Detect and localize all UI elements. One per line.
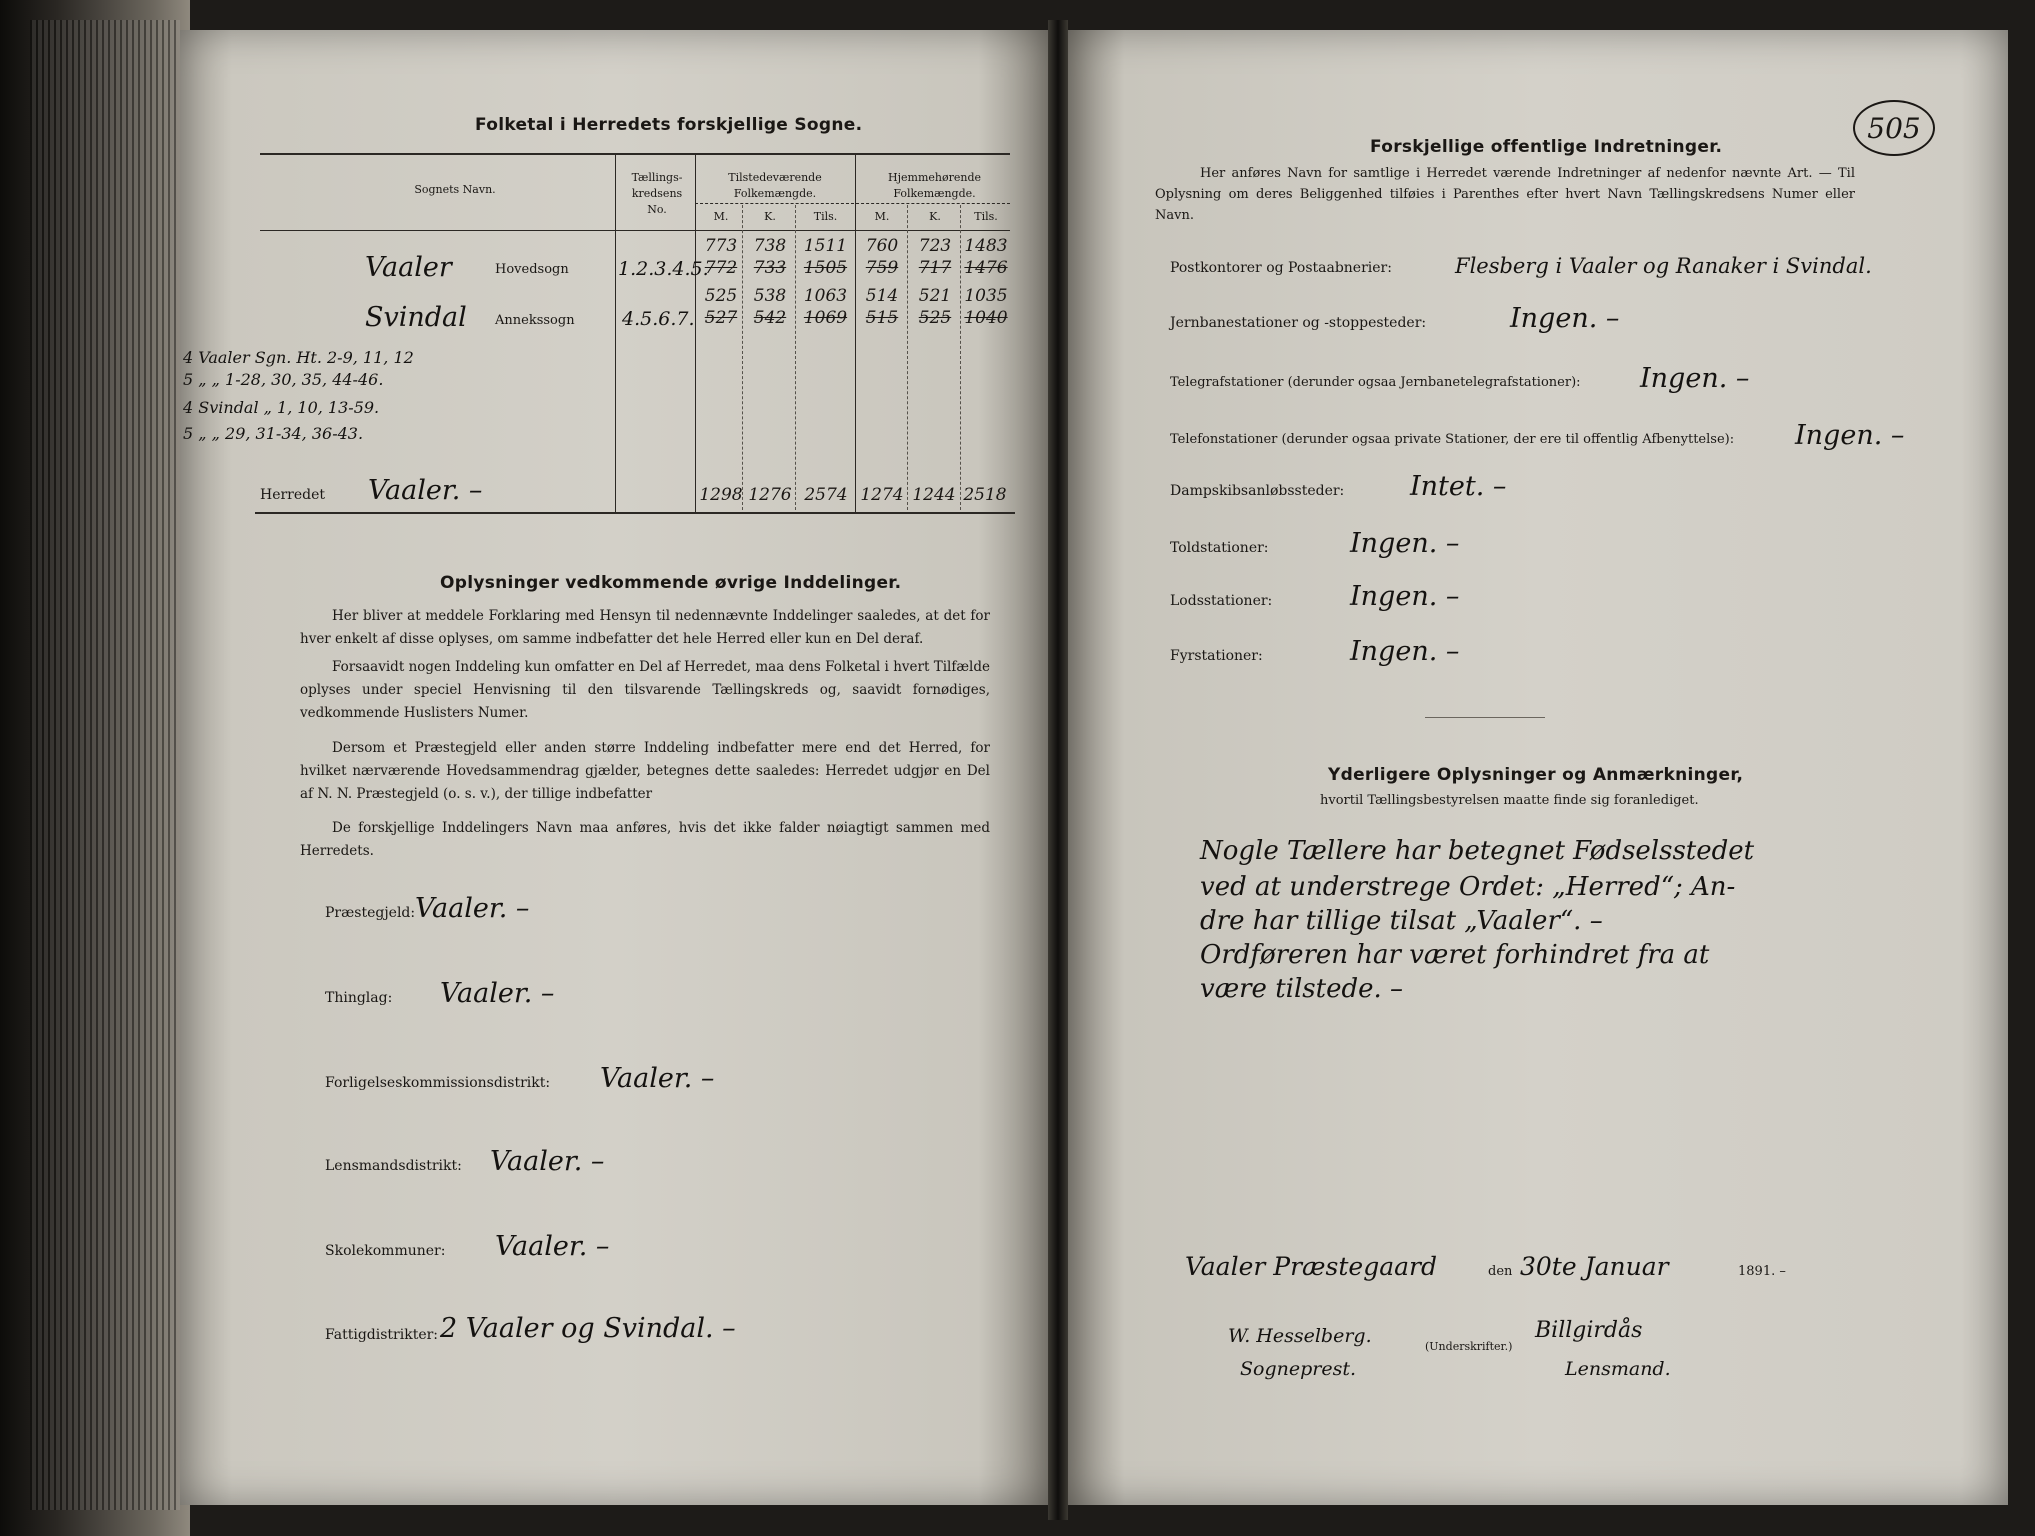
header-m: M. xyxy=(713,210,729,223)
table-note: 5 „ „ 29, 31-34, 36-43. xyxy=(183,424,364,443)
paragraph: De forskjellige Inddelingers Navn maa anføres, hvis det ikke falder nøiagtigt sammen med Herredets. xyxy=(300,820,990,859)
row-kreds: 1.2.3.4.5. xyxy=(618,258,709,280)
subdivisions-title: Oplysninger vedkommende øvrige Inddelinger. xyxy=(440,573,902,593)
table-vline xyxy=(907,205,908,510)
cell-value-struck: 1505 xyxy=(803,258,848,278)
field-value: Ingen. – xyxy=(1350,636,1460,667)
remarks-title: Yderligere Oplysninger og Anmærkninger, xyxy=(1328,765,1744,785)
cell-value-struck: 772 xyxy=(704,258,738,278)
cell-value: 1035 xyxy=(964,286,1008,306)
row-sogn-type: Annekssogn xyxy=(495,313,575,328)
table-note: 5 „ „ 1-28, 30, 35, 44-46. xyxy=(183,370,384,389)
cell-value-struck: 759 xyxy=(865,258,899,278)
cell-value-struck: 542 xyxy=(753,308,787,328)
table-header-rule xyxy=(260,230,1010,231)
header-hjemme: Hjemmehørende Folkemængde. xyxy=(888,171,981,200)
row-kreds: 4.5.6.7. xyxy=(622,308,695,330)
header-tilstede: Tilstedeværende Folkemængde. xyxy=(728,171,822,200)
date: 30te Januar xyxy=(1520,1252,1669,1281)
signature-2-title: Lensmand. xyxy=(1565,1358,1671,1380)
total-value: 1276 xyxy=(748,485,792,505)
header-k: K. xyxy=(764,210,776,223)
cell-value-struck: 527 xyxy=(704,308,738,328)
institutions-title: Forskjellige offentlige Indretninger. xyxy=(1370,137,1723,157)
field-label: Fyrstationer: xyxy=(1170,648,1263,664)
book-spine xyxy=(0,0,190,1536)
book-gutter xyxy=(1048,20,1068,1520)
header-tils: Tils. xyxy=(813,210,838,223)
year: 1891. – xyxy=(1738,1264,1786,1279)
date-den: den xyxy=(1488,1264,1513,1279)
field-value: Ingen. – xyxy=(1350,528,1460,559)
cell-value-struck: 1069 xyxy=(803,308,848,328)
field-label: Postkontorer og Postaabnerier: xyxy=(1170,260,1392,276)
table-vline xyxy=(742,205,743,510)
cell-value-struck: 515 xyxy=(865,308,899,328)
header-tils: Tils. xyxy=(974,210,998,223)
remark-line: ved at understrege Ordet: „Herred“; An- xyxy=(1200,872,1736,902)
signature-1-title: Sogneprest. xyxy=(1240,1358,1357,1380)
remark-line: Nogle Tællere har betegnet Fødselsstedet xyxy=(1200,836,1755,866)
field-value: 2 Vaaler og Svindal. – xyxy=(440,1313,736,1344)
header-k: K. xyxy=(929,210,941,223)
row-sogn-name: Svindal xyxy=(365,302,467,333)
cell-value-struck: 525 xyxy=(918,308,952,328)
cell-value: 538 xyxy=(753,286,787,306)
field-label: Lodsstationer: xyxy=(1170,593,1273,609)
table-bottom-rule xyxy=(255,512,1015,514)
table-vline xyxy=(615,153,616,513)
remark-line: være tilstede. – xyxy=(1200,974,1404,1004)
field-label: Telegrafstationer (derunder ogsaa Jernbanetelegrafstationer): xyxy=(1170,375,1581,390)
cell-value: 723 xyxy=(918,236,952,256)
total-value: 2518 xyxy=(963,485,1007,505)
paragraph: Dersom et Præstegjeld eller anden større Inddeling indbefatter mere end det Herred, for hvilket nærværende Hovedsammendrag gjælder, betegnes dette saaledes: Herredet udgjør en Del af N. N. Præstegjeld (o. s. v.), der tillige indbefatter xyxy=(300,740,990,802)
field-value: Ingen. – xyxy=(1640,363,1750,394)
field-label: Jernbanestationer og -stoppesteder: xyxy=(1170,315,1427,331)
remark-line: Ordføreren har været forhindret fra at xyxy=(1200,940,1710,970)
signature-1-name: W. Hesselberg. xyxy=(1228,1325,1372,1347)
field-value: Vaaler. – xyxy=(490,1146,605,1177)
row-sogn-name: Vaaler xyxy=(365,252,452,283)
field-value: Flesberg i Vaaler og Ranaker i Svindal. xyxy=(1455,254,1872,278)
total-value: 1274 xyxy=(860,485,904,505)
cell-value: 1511 xyxy=(803,236,848,256)
table-vline xyxy=(795,205,796,510)
field-value: Vaaler. – xyxy=(415,893,530,924)
field-value: Intet. – xyxy=(1410,471,1507,502)
table-vline xyxy=(960,205,961,510)
place: Vaaler Præstegaard xyxy=(1185,1252,1437,1281)
field-label: Toldstationer: xyxy=(1170,540,1269,556)
total-value: 1298 xyxy=(699,485,743,505)
field-label: Forligelseskommissionsdistrikt: xyxy=(325,1075,551,1091)
field-label: Thinglag: xyxy=(325,990,393,1006)
field-label: Telefonstationer (derunder ogsaa private Stationer, der ere til offentlig Afbenyttelse): xyxy=(1170,432,1735,447)
total-label: Herredet xyxy=(260,487,326,503)
table-note: 4 Vaaler Sgn. Ht. 2-9, 11, 12 xyxy=(183,348,414,367)
divider xyxy=(1425,717,1545,718)
field-label: Præstegjeld: xyxy=(325,905,416,921)
population-table-title: Folketal i Herredets forskjellige Sogne. xyxy=(475,115,863,135)
header-kreds: Tællings-kredsens No. xyxy=(631,171,683,216)
page-edges xyxy=(30,20,180,1510)
field-value: Ingen. – xyxy=(1795,420,1905,451)
cell-value: 738 xyxy=(753,236,787,256)
table-vline xyxy=(695,153,696,513)
cell-value: 1063 xyxy=(803,286,848,306)
field-value: Vaaler. – xyxy=(600,1063,715,1094)
total-name: Vaaler. – xyxy=(368,475,483,506)
page-number-stamp: 505 xyxy=(1853,100,1935,156)
cell-value-struck: 1040 xyxy=(964,308,1008,328)
cell-value: 525 xyxy=(704,286,738,306)
remarks-subtitle: hvortil Tællingsbestyrelsen maatte finde sig foranlediget. xyxy=(1320,793,1699,808)
cell-value: 521 xyxy=(918,286,952,306)
paragraph: Forsaavidt nogen Inddeling kun omfatter en Del af Herredet, maa dens Folketal i hvert Tilfælde oplyses under speciel Henvisning til den tilsvarende Tællingskreds og, saavidt fornødiges, vedkommende Huslisters Numer. xyxy=(300,659,990,721)
cell-value-struck: 733 xyxy=(753,258,787,278)
row-sogn-type: Hovedsogn xyxy=(495,262,569,277)
cell-value: 1483 xyxy=(964,236,1008,256)
cell-value: 514 xyxy=(865,286,899,306)
field-value: Ingen. – xyxy=(1350,581,1460,612)
header-sogn: Sognets Navn. xyxy=(414,183,496,196)
cell-value-struck: 1476 xyxy=(964,258,1008,278)
total-value: 2574 xyxy=(804,485,848,505)
remark-line: dre har tillige tilsat „Vaaler“. – xyxy=(1200,906,1603,936)
table-top-rule xyxy=(260,153,1010,155)
field-value: Vaaler. – xyxy=(440,978,555,1009)
field-value: Ingen. – xyxy=(1510,303,1620,334)
table-vline xyxy=(855,153,856,513)
field-label: Dampskibsanløbssteder: xyxy=(1170,483,1345,499)
total-value: 1244 xyxy=(912,485,956,505)
header-m: M. xyxy=(874,210,890,223)
field-label: Fattigdistrikter: xyxy=(325,1327,439,1343)
paragraph: Her bliver at meddele Forklaring med Hensyn til nedennævnte Inddelinger saaledes, at det for hver enkelt af disse oplyses, om samme indbefatter det hele Herred eller kun en Del deraf. xyxy=(300,608,990,647)
underskrifter-label: (Underskrifter.) xyxy=(1425,1340,1513,1353)
field-label: Skolekommuner: xyxy=(325,1243,446,1259)
cell-value: 760 xyxy=(865,236,899,256)
table-note: 4 Svindal „ 1, 10, 13-59. xyxy=(183,398,380,417)
table-subheader-rule xyxy=(695,203,1010,204)
cell-value: 773 xyxy=(704,236,738,256)
cell-value-struck: 717 xyxy=(918,258,952,278)
field-label: Lensmandsdistrikt: xyxy=(325,1158,462,1174)
institutions-intro: Her anføres Navn for samtlige i Herredet værende Indretninger af nedenfor nævnte Art. — Til Oplysning om deres Beliggenhed tilføies i Parenthes efter hvert Navn Tællingskredsens Numer eller Navn. xyxy=(1155,166,1855,223)
signature-2-name: Billgirdås xyxy=(1535,1318,1643,1343)
field-value: Vaaler. – xyxy=(495,1231,610,1262)
